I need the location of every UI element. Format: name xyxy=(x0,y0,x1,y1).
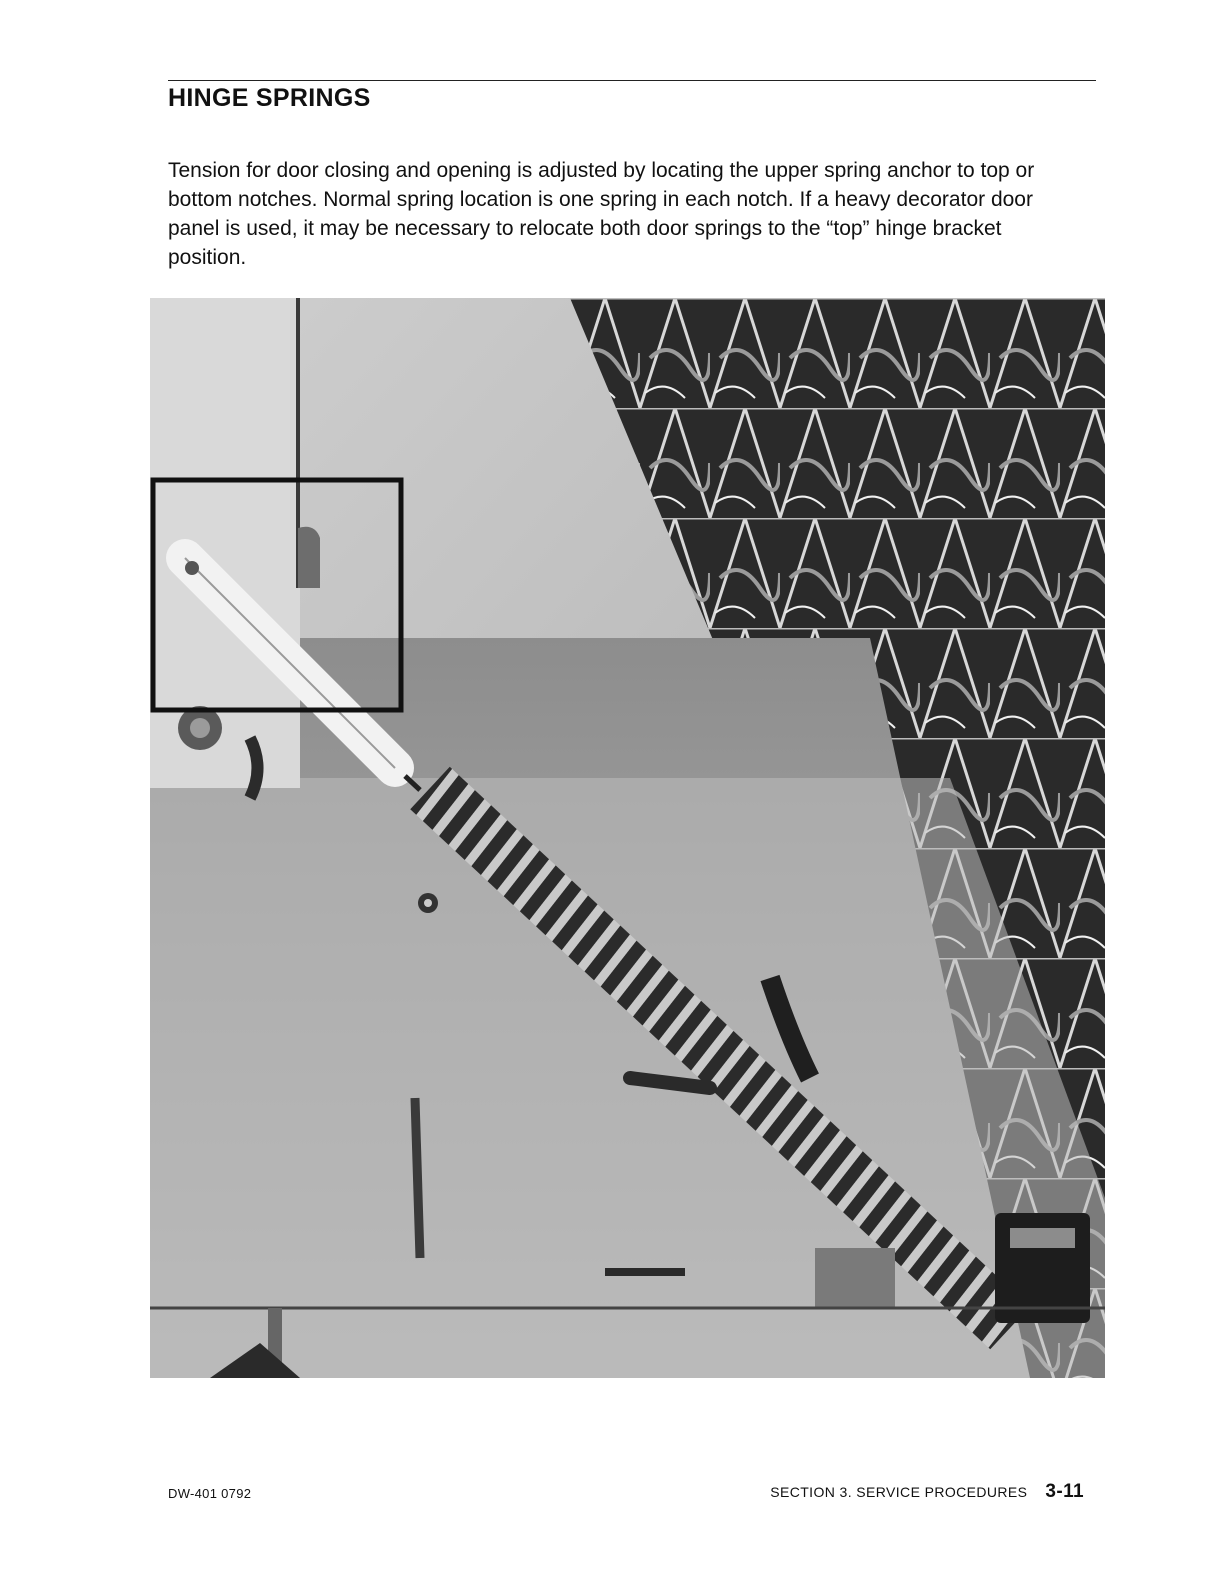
body-paragraph: Tension for door closing and opening is adjusted by locating the upper spring anchor to top or bottom notches. Normal spring location is one spring in each notch. If a heavy decorator door panel is used, it may be necessary to relocate both door springs to the “top” hinge bracket position. xyxy=(168,159,1035,269)
page-title: HINGE SPRINGS xyxy=(168,84,371,112)
page-number: 3-11 xyxy=(1045,1481,1084,1502)
doc-code: DW-401 0792 xyxy=(168,1486,252,1501)
footer-section xyxy=(770,1481,1084,1503)
section-title: SECTION 3. SERVICE PROCEDURES xyxy=(770,1484,1028,1500)
heading-rule xyxy=(168,80,1096,81)
hinge-spring-photo xyxy=(150,298,1105,1378)
